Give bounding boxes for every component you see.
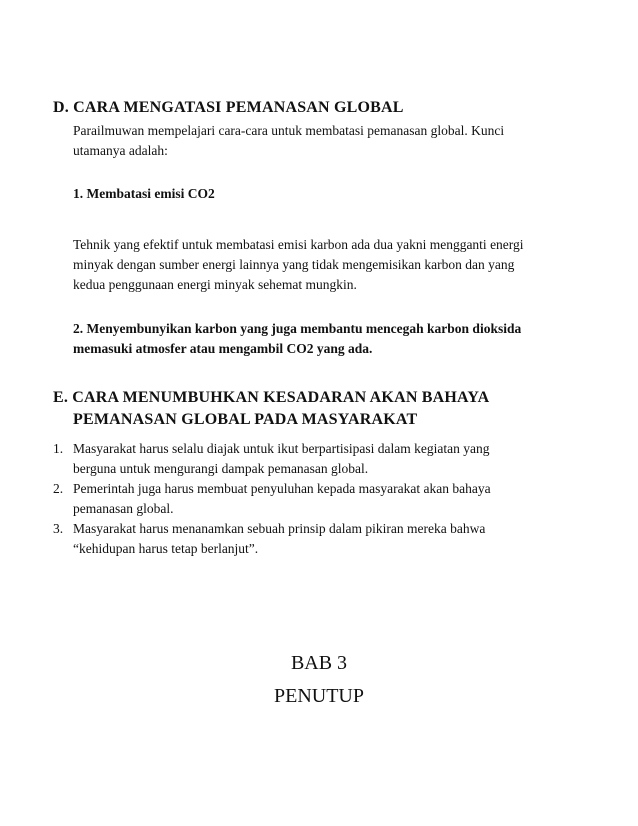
list-item [0, 439, 543, 479]
list-item [0, 479, 543, 519]
section-e-heading-line: E. CARA MENUMBUHKAN KESADARAN AKAN BAHAYA [53, 389, 490, 406]
subsection-1-heading [0, 184, 573, 204]
section-e-heading-line: PEMANASAN GLOBAL PADA MASYARAKAT [73, 411, 418, 428]
section-e-heading [0, 387, 638, 431]
list-item-number: 1. [53, 441, 64, 456]
body-line: memasuki atmosfer atau mengambil CO2 yang ada. [73, 341, 373, 356]
list-item-number: 3. [53, 521, 64, 536]
body-line: 2. Menyembunyikan karbon yang juga membantu mencegah karbon dioksida [73, 321, 522, 336]
list-item-line: “kehidupan harus tetap berlanjut”. [73, 541, 259, 556]
section-d-heading [0, 97, 638, 119]
subsection-1-body [0, 235, 573, 295]
intro-line: Parailmuwan mempelajari cara-cara untuk membatasi pemanasan global. Kunci [73, 123, 505, 138]
list-item [0, 519, 543, 559]
chapter-title-text: PENUTUP [273, 685, 364, 707]
subsection-1-heading-text: 1. Membatasi emisi CO2 [73, 186, 215, 201]
body-line: Tehnik yang efektif untuk membatasi emisi karbon ada dua yakni mengganti energi [73, 237, 524, 252]
list-item-line: Masyarakat harus selalu diajak untuk ikut berpartisipasi dalam kegiatan yang [73, 441, 490, 456]
chapter-number: BAB 3 [290, 652, 348, 674]
list-item-line: pemanasan global. [73, 501, 174, 516]
list-item-number: 2. [53, 481, 64, 496]
section-d-intro [0, 121, 573, 161]
awareness-list [0, 439, 638, 559]
body-line: minyak dengan sumber energi lainnya yang tidak mengemisikan karbon dan yang [73, 257, 515, 272]
body-line: kedua penggunaan energi minyak sehemat mungkin. [73, 277, 357, 292]
chapter-title [0, 682, 638, 710]
intro-line: utamanya adalah: [73, 143, 168, 158]
section-d-heading-text: D. CARA MENGATASI PEMANASAN GLOBAL [53, 99, 404, 116]
subsection-2 [0, 319, 573, 359]
list-item-line: Masyarakat harus menanamkan sebuah prinsip dalam pikiran mereka bahwa [73, 521, 486, 536]
list-item-line: berguna untuk mengurangi dampak pemanasan global. [73, 461, 369, 476]
section-e-list [0, 439, 638, 559]
chapter-label [0, 649, 638, 677]
list-item-line: Pemerintah juga harus membuat penyuluhan kepada masyarakat akan bahaya [73, 481, 491, 496]
